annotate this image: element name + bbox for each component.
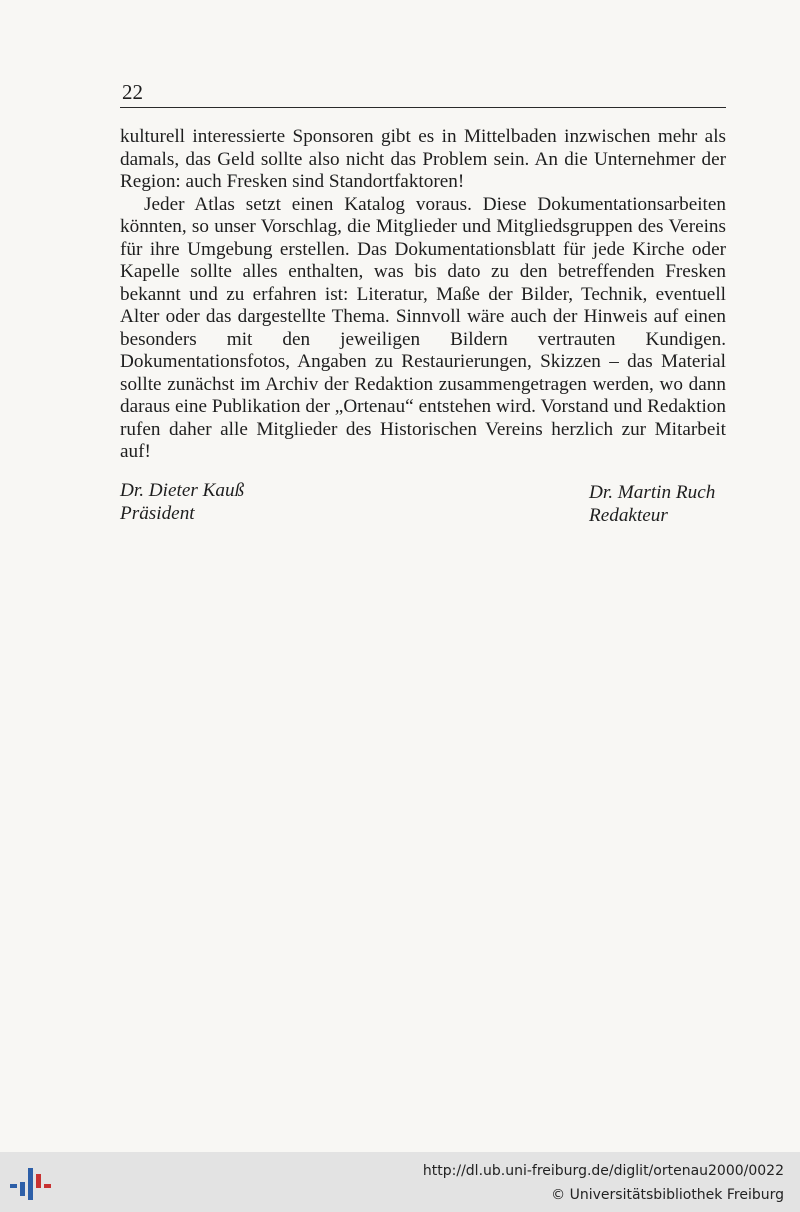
copyright-notice: © Universitätsbibliothek Freiburg bbox=[551, 1187, 784, 1203]
header-rule bbox=[120, 107, 726, 108]
paragraph: Jeder Atlas setzt einen Katalog voraus. Diese Dokumentationsarbeiten könnten, so unser Vorschlag, die Mitglieder und Mitgliedsgruppen des Vereins für ihre Umgebung erstellen. Das Dokumentationsblatt für jede Kirche oder Kapelle sollte alles enthalten, was bis dato zu den betreffenden Fresken bekannt und zu erfahren ist: Literatur, Maße der Bilder, Technik, eventuell Alter oder das dargestellte Thema. Sinnvoll wäre auch der Hinweis auf einen besonders mit den jeweiligen Bildern vertrauten Kundigen. Dokumentationsfotos, Angaben zu Restaurierungen, Skizzen – das Material sollte zunächst im Archiv der Redaktion zusammengetragen werden, wo dann daraus eine Publikation der „Ortenau“ entstehen wird. Vorstand und Redaktion rufen daher alle Mitglieder des Historischen Vereins herzlich zur Mitarbeit auf! bbox=[120, 193, 726, 462]
page-number: 22 bbox=[122, 80, 143, 104]
signature-role: Redakteur bbox=[589, 505, 668, 526]
footer-bar bbox=[0, 1152, 800, 1212]
signature-editor bbox=[589, 481, 715, 527]
source-url[interactable]: http://dl.ub.uni-freiburg.de/diglit/ortenau2000/0022 bbox=[422, 1163, 784, 1179]
paragraph: kulturell interessierte Sponsoren gibt es in Mittelbaden inzwischen mehr als damals, das Geld sollte also nicht das Problem sein. An die Unternehmer der Region: auch Fresken sind Standortfaktoren! bbox=[120, 126, 726, 192]
signature-president bbox=[120, 479, 244, 525]
signature-role: Präsident bbox=[120, 503, 195, 524]
signature-name: Dr. Martin Ruch bbox=[589, 482, 716, 503]
signature-name: Dr. Dieter Kauß bbox=[120, 480, 245, 501]
ub-freiburg-logo-icon bbox=[8, 1164, 52, 1204]
body-text bbox=[120, 126, 726, 464]
